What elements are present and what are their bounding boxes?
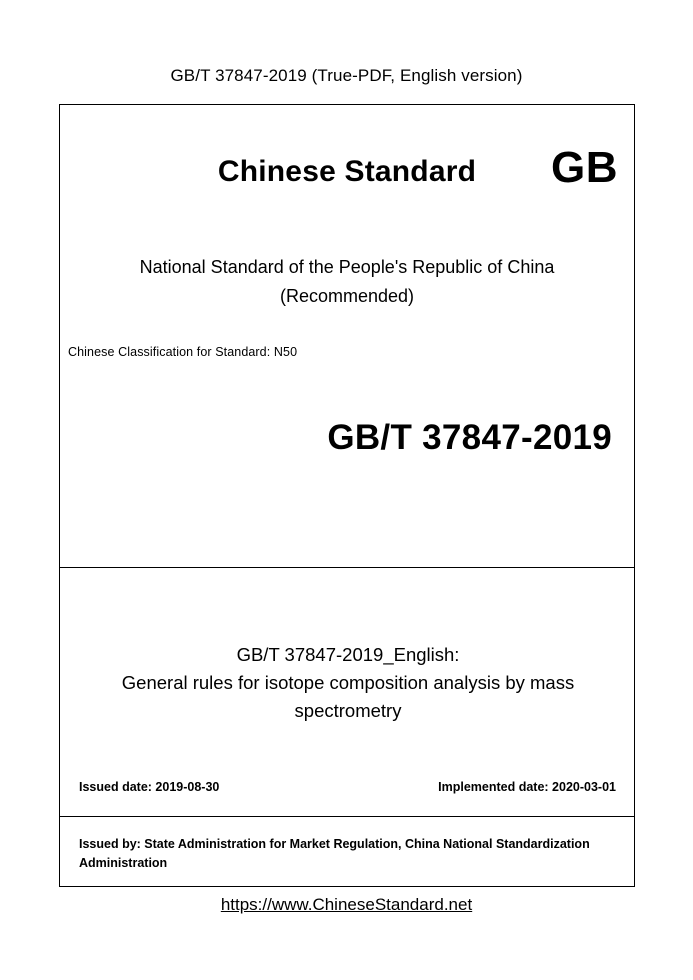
issued-by-text: Issued by: State Administration for Market Regulation, China National Standardization Administration [79,837,590,870]
footer-url[interactable] [0,895,693,915]
cover-main-title: Chinese Standard [217,155,477,188]
footer-url-text: https://www.ChineseStandard.net [220,895,473,914]
cover-bottom-section [60,817,634,886]
cover-middle-section [60,568,634,817]
date-row [60,780,634,798]
page-header-title: GB/T 37847-2019 (True-PDF, English version) [170,66,523,85]
cover-top-section [60,105,634,568]
issued-date: Issued date: 2019-08-30 [79,780,220,794]
national-standard-line-1: National Standard of the People's Republic of China [139,257,555,277]
standard-number: GB/T 37847-2019 [327,418,612,457]
document-title-text: General rules for isotope composition analysis by mass spectrometry [121,672,575,721]
gb-logo: GB [551,143,618,192]
classification-code: Chinese Classification for Standard: N50 [68,345,298,359]
document-code-line: GB/T 37847-2019_English: [236,644,460,665]
cover-frame [59,104,635,887]
national-standard-block [60,253,634,311]
national-standard-line-2: (Recommended) [279,286,415,306]
document-title-block [90,641,606,725]
implemented-date: Implemented date: 2020-03-01 [438,780,616,794]
